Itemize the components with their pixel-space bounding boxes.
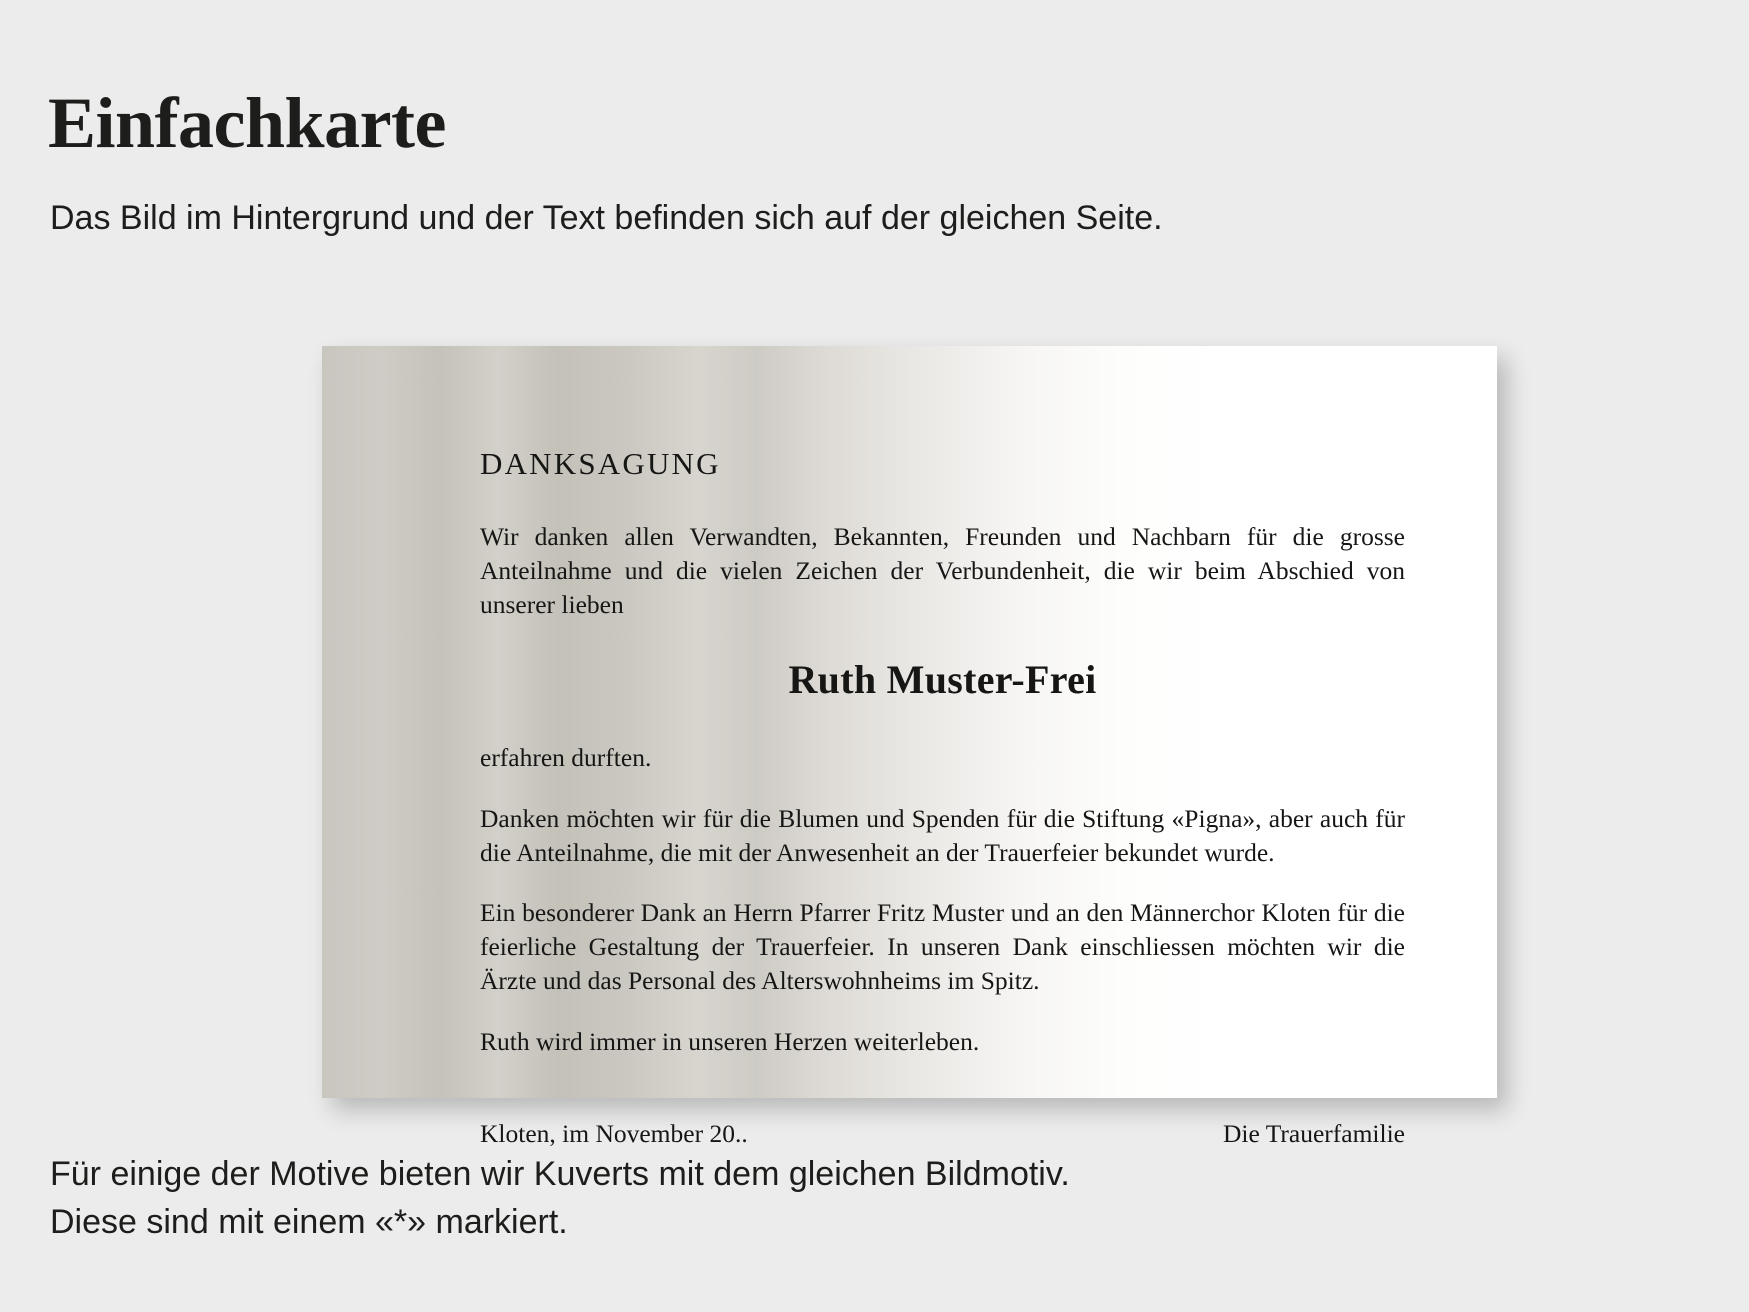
- card-paragraph-1: Wir danken allen Verwandten, Bekannten, Freunden und Nachbarn für die grosse Anteilnahme und die vielen Zeichen der Verbundenheit, die wir beim Abschied von unserer lieben: [480, 522, 1405, 619]
- card-paragraph-5: Ruth wird immer in unseren Herzen weiterleben.: [480, 1027, 980, 1057]
- footer-note-line-2: Diese sind mit einem «*» markiert.: [50, 1203, 568, 1242]
- page-subtitle: Das Bild im Hintergrund und der Text befinden sich auf der gleichen Seite.: [50, 198, 1163, 237]
- page-title: Einfachkarte: [48, 83, 446, 164]
- card-preview: [322, 346, 1497, 1149]
- card-footer-row: [480, 1119, 1405, 1149]
- card-text-block: [480, 446, 1417, 1149]
- condolence-card: [322, 346, 1497, 1149]
- footer-note-line-1: Für einige der Motive bieten wir Kuverts mit dem gleichen Bildmotiv.: [50, 1155, 1070, 1193]
- card-signature: Die Trauerfamilie: [1223, 1119, 1405, 1149]
- footer-note: [50, 1150, 1070, 1247]
- card-paragraph-4: Ein besonderer Dank an Herrn Pfarrer Fritz Muster und an den Männerchor Kloten für die feierliche Gestaltung der Trauerfeier. In unseren Dank einschliessen möchten wir die Ärzte und das Personal des Alterswohnheims im Spitz.: [480, 898, 1405, 996]
- card-deceased-name: Ruth Muster-Frei: [788, 656, 1097, 702]
- card-place-date: Kloten, im November 20..: [480, 1119, 748, 1149]
- card-heading: DANKSAGUNG: [480, 446, 721, 481]
- card-paragraph-3: Danken möchten wir für die Blumen und Spenden für die Stiftung «Pigna», aber auch für die Anteilnahme, die mit der Anwesenheit an der Trauerfeier bekundet wurde.: [480, 803, 1405, 867]
- card-paragraph-2: erfahren durften.: [480, 742, 652, 772]
